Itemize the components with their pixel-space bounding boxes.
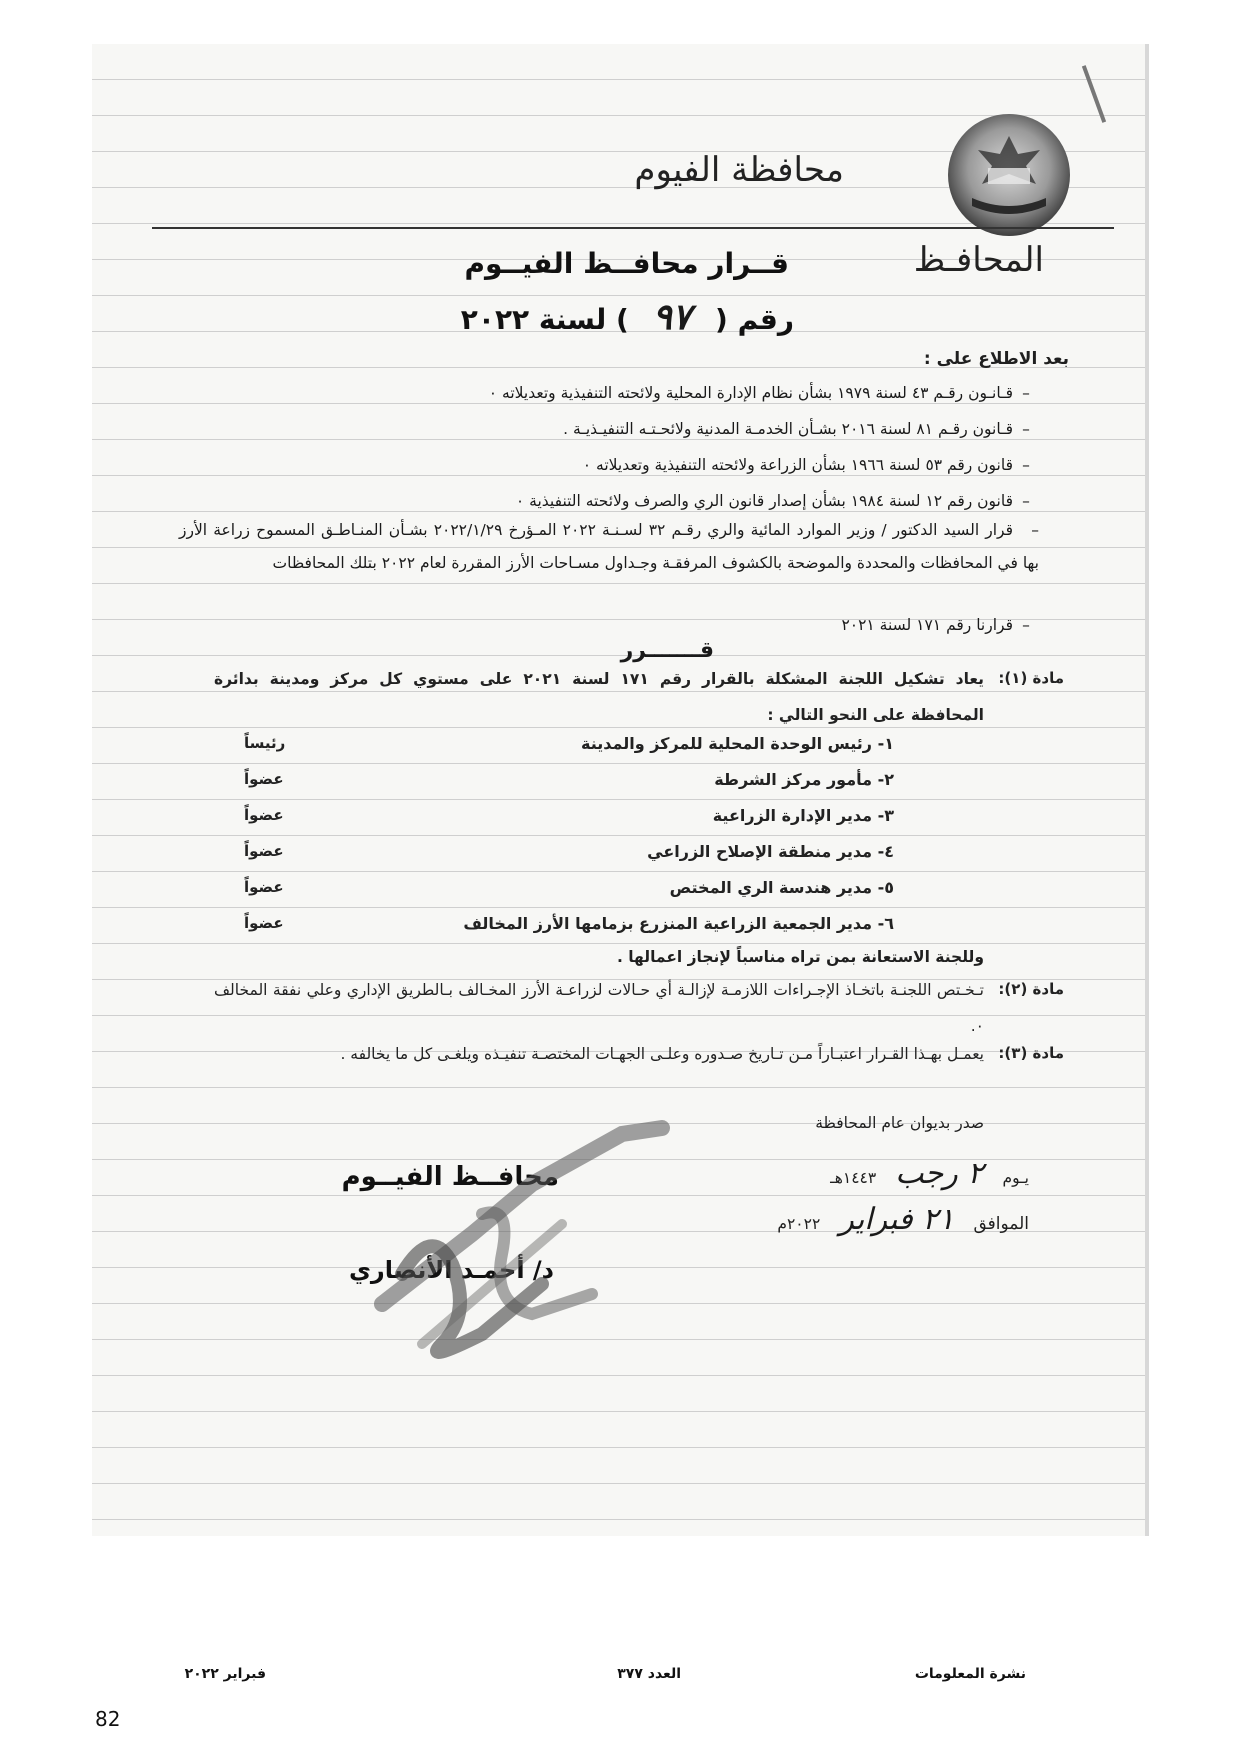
decree-number-prefix: رقم ( xyxy=(715,303,794,336)
committee-member: ٦- مدير الجمعية الزراعية المنزرع بزمامها الأرز المخالف عضواً xyxy=(244,914,894,933)
preamble-item: –قـانون رقـم ٨١ لسنة ٢٠١٦ بشـأن الخدمـة المدنية ولائحـتـه التنفيـذيـة . xyxy=(563,420,1030,438)
article-1-closing: وللجنة الاستعانة بمن تراه مناسباً لإنجاز اعمالها . xyxy=(616,948,984,966)
committee-member: ٤- مدير منطقة الإصلاح الزراعي عضواً xyxy=(244,842,894,861)
committee-member: ١- رئيس الوحدة المحلية للمركز والمدينة رئيساً xyxy=(244,734,894,753)
committee-member: ٥- مدير هندسة الري المختص عضواً xyxy=(244,878,894,897)
decree-number-handwritten: ٩٧ xyxy=(652,296,692,338)
member-role: عضواً xyxy=(244,914,284,932)
member-role: رئيساً xyxy=(244,734,286,752)
signatory-name: د/ أحمـد الأنصاري xyxy=(348,1256,554,1284)
preamble-item: –قانون رقم ٥٣ لسنة ١٩٦٦ بشأن الزراعة ولائحته التنفيذية وتعديلاته ٠ xyxy=(582,456,1030,474)
article-2-label: مادة (٢): xyxy=(998,980,1064,998)
decree-number-suffix: ) لسنة ٢٠٢٢ xyxy=(460,303,629,336)
decision-heading: قـــــــرر xyxy=(620,638,714,663)
gregorian-date-handwritten: ٢١ فبراير xyxy=(839,1202,955,1237)
committee-member: ٢- مأمور مركز الشرطة عضواً xyxy=(244,770,894,789)
member-role: عضواً xyxy=(244,770,284,788)
preamble-item: –قرارنا رقم ١٧١ لسنة ٢٠٢١ xyxy=(841,616,1030,634)
preamble-heading: بعد الاطلاع على : xyxy=(923,349,1069,369)
day-label: يـوم xyxy=(1002,1169,1029,1187)
issued-place: صدر بديوان عام المحافظة xyxy=(815,1114,984,1132)
page-number: 82 xyxy=(95,1707,121,1731)
member-role: عضواً xyxy=(244,806,284,824)
article-1-label: مادة (١): xyxy=(998,669,1064,687)
page-edge xyxy=(1145,44,1149,1536)
preamble-item: –قرار السيد الدكتور / وزير الموارد المائية والري رقـم ٣٢ لسـنـة ٢٠٢٢ المـؤرخ ٢٠٢٢/١/٢٩ بشـأن المنـاطـق المسموح زراعة الأرز بها في المحافظات والمحددة والموضحة بالكشوف المرفقـة وجـداول مسـاحات الأرز المقررة لعام ٢٠٢٢ بتلك المحافظات xyxy=(179,521,1039,572)
decree-number-line xyxy=(394,296,794,338)
governorate-name: محافظة الفيوم xyxy=(634,150,844,190)
article-1-text: يعاد تشكيل اللجنة المشكلة بالقرار رقم ١٧١ لسنة ٢٠٢١ على مستوي كل مركز ومدينة بدائرة المحافظة على النحو التالي : xyxy=(214,670,984,724)
article-3-label: مادة (٣): xyxy=(998,1044,1064,1062)
footer-issue: العدد ٣٧٧ xyxy=(617,1666,681,1682)
governorate-emblem xyxy=(948,114,1070,236)
footer-publication: نشرة المعلومات xyxy=(914,1666,1026,1682)
footer-date: فبراير ٢٠٢٢ xyxy=(184,1666,266,1682)
member-role: عضواً xyxy=(244,878,284,896)
emblem-eagle-icon xyxy=(948,114,1070,236)
hijri-date-handwritten: ٢ رجب xyxy=(895,1156,984,1191)
handwritten-signature xyxy=(362,1114,682,1384)
pen-mark xyxy=(1082,65,1106,123)
scanned-page xyxy=(92,44,1149,1536)
article-2-text: تـخـتص اللجنـة باتخـاذ الإجـراءات اللازمـة لإزالـة أي حـالات لزراعـة الأرز المخـالف بـالطريق الإداري وعلي نفقة المخالف ٠. xyxy=(214,981,984,1035)
member-role: عضواً xyxy=(244,842,284,860)
decree-title: قــرار محافــظ الفيــوم xyxy=(464,247,789,280)
gregorian-year: ٢٠٢٢م xyxy=(777,1215,821,1233)
signatory-title: محافــظ الفيــوم xyxy=(341,1162,559,1192)
governor-office: المحافـظ xyxy=(913,240,1044,280)
header-rule xyxy=(152,227,1114,229)
gregorian-label: الموافق xyxy=(973,1214,1029,1234)
article-3-text: يعمـل بهـذا القـرار اعتبـاراً مـن تـاريخ صـدوره وعلـى الجهـات المختصـة تنفيـذه ويلغـى كل ما يخالفه . xyxy=(340,1045,984,1063)
committee-member: ٣- مدير الإدارة الزراعية عضواً xyxy=(244,806,894,825)
hijri-year: ١٤٤٣هـ xyxy=(830,1169,877,1187)
preamble-item: –قـانـون رقـم ٤٣ لسنة ١٩٧٩ بشأن نظام الإدارة المحلية ولائحته التنفيذية وتعديلاته ٠ xyxy=(488,384,1030,402)
preamble-item: –قانون رقم ١٢ لسنة ١٩٨٤ بشأن إصدار قانون الري والصرف ولائحته التنفيذية ٠ xyxy=(515,492,1030,510)
